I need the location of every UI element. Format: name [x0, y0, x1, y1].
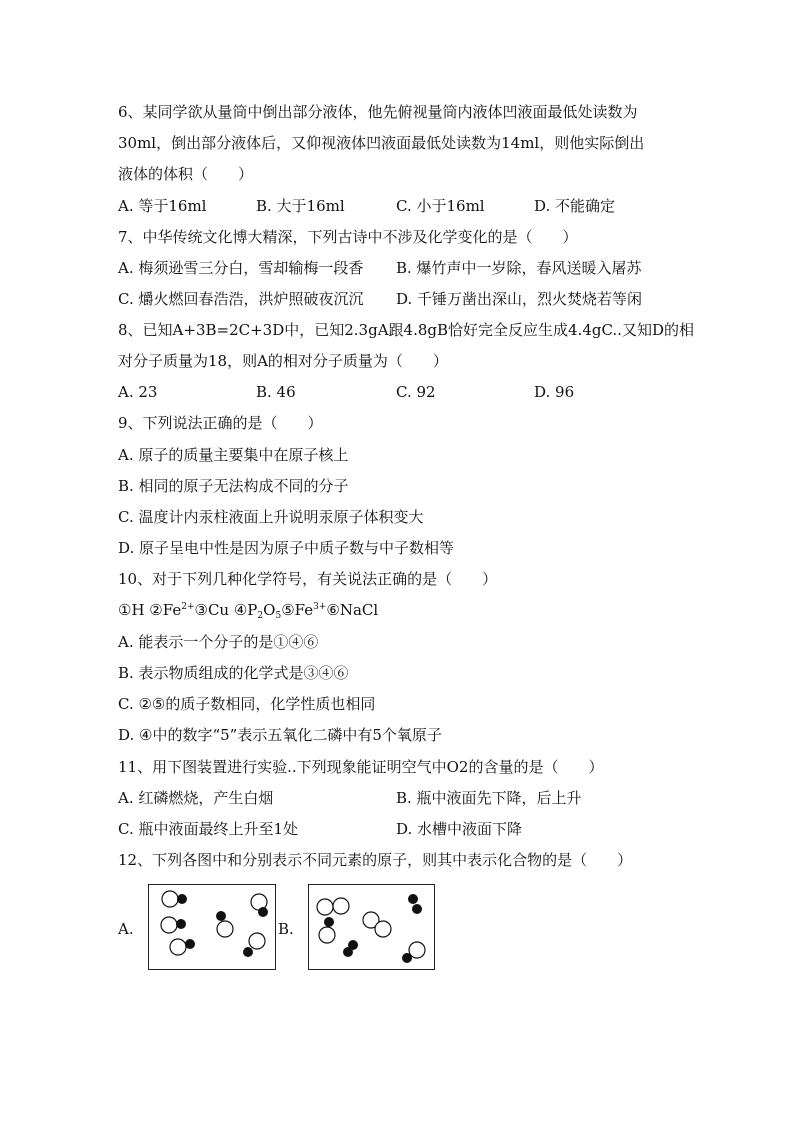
q8-stem-line-2: 对分子质量为18，则A的相对分子质量为（ ） — [118, 352, 448, 370]
q12-label-a: A. — [118, 920, 134, 938]
q10-option-a: A. 能表示一个分子的是①④⑥ — [118, 633, 319, 651]
q10-fe2-charge: 2+ — [181, 602, 195, 612]
q10-symbol-fe3: ⑤Fe — [281, 601, 314, 619]
q12-diagram-b — [308, 884, 435, 970]
q9-option-d: D. 原子呈电中性是因为原子中质子数与中子数相等 — [118, 539, 455, 557]
q7-option-b: B. 爆竹声中一岁除，春风送暖入屠苏 — [396, 259, 642, 277]
black-atom — [324, 917, 334, 927]
q12-diagram-b-atoms — [309, 885, 436, 971]
q9-option-a: A. 原子的质量主要集中在原子核上 — [118, 446, 349, 464]
q9-option-c: C. 温度计内汞柱液面上升说明汞原子体积变大 — [118, 508, 424, 526]
white-atom — [319, 927, 335, 943]
black-atom — [408, 894, 418, 904]
q8-stem-line-1: 8、已知A+3B=2C+3D中，已知2.3gA跟4.8gB恰好完全反应生成4.4gC..又知D的相 — [118, 321, 694, 339]
black-atom — [176, 919, 186, 929]
q6-stem-line-1: 6、某同学欲从量筒中倒出部分液体，他先俯视量筒内液体凹液面最低处读数为 — [118, 103, 638, 121]
q11-option-d: D. 水槽中液面下降 — [396, 820, 523, 838]
q6-option-a: A. 等于16ml — [118, 197, 207, 215]
black-atom — [177, 894, 187, 904]
white-atom — [161, 917, 177, 933]
black-atom — [185, 939, 195, 949]
q11-stem: 11、用下图装置进行实验..下列现象能证明空气中O2的含量的是（ ） — [118, 758, 604, 776]
black-atom — [343, 947, 353, 957]
q10-option-c: C. ②⑤的质子数相同，化学性质也相同 — [118, 695, 376, 713]
q10-fe3-charge: 3+ — [313, 602, 327, 612]
q10-p-subscript: 2 — [257, 611, 264, 621]
q6-option-b: B. 大于16ml — [256, 197, 345, 215]
q8-option-c: C. 92 — [396, 383, 436, 401]
white-atom — [170, 939, 186, 955]
q6-option-d: D. 不能确定 — [534, 197, 616, 215]
black-atom — [258, 907, 268, 917]
black-atom — [412, 904, 422, 914]
white-atom — [409, 942, 425, 958]
white-atom — [249, 933, 265, 949]
q6-stem-line-3: 液体的体积（ ） — [118, 165, 254, 183]
q11-option-b: B. 瓶中液面先下降，后上升 — [396, 789, 582, 807]
white-atom — [217, 921, 233, 937]
q12-diagram-a-atoms — [149, 885, 277, 971]
white-atom — [162, 891, 178, 907]
q8-option-d: D. 96 — [534, 383, 575, 401]
white-atom — [333, 898, 349, 914]
q12-stem: 12、下列各图中和分别表示不同元素的原子，则其中表示化合物的是（ ） — [118, 851, 633, 869]
black-atom — [243, 947, 253, 957]
q9-stem: 9、下列说法正确的是（ ） — [118, 414, 323, 432]
q6-stem-line-2: 30ml，倒出部分液体后，又仰视液体凹液面最低处读数为14ml，则他实际倒出 — [118, 134, 645, 152]
q6-option-c: C. 小于16ml — [396, 197, 485, 215]
q7-option-a: A. 梅须逊雪三分白，雪却输梅一段香 — [118, 259, 364, 277]
q8-option-a: A. 23 — [118, 383, 158, 401]
q12-label-b: B. — [278, 920, 294, 938]
q7-stem: 7、中华传统文化博大精深，下列古诗中不涉及化学变化的是（ ） — [118, 228, 578, 246]
q11-option-a: A. 红磷燃烧，产生白烟 — [118, 789, 274, 807]
q7-option-c: C. 爝火燃回春浩浩，洪炉照破夜沉沉 — [118, 290, 364, 308]
q10-o-subscript: 5 — [275, 611, 282, 621]
q10-symbols — [118, 600, 378, 620]
q10-option-d: D. ④中的数字“5”表示五氧化二磷中有5个氧原子 — [118, 726, 442, 744]
q10-symbol-h-fe2: ①H ②Fe — [118, 601, 182, 619]
q10-symbol-nacl: ⑥NaCl — [326, 601, 379, 619]
q12-diagram-a — [148, 884, 276, 970]
white-atom — [375, 921, 391, 937]
black-atom — [216, 911, 226, 921]
q8-option-b: B. 46 — [256, 383, 296, 401]
black-atom — [402, 953, 412, 963]
white-atom — [317, 899, 333, 915]
q9-option-b: B. 相同的原子无法构成不同的分子 — [118, 477, 349, 495]
q11-option-c: C. 瓶中液面最终上升至1处 — [118, 820, 299, 838]
q7-option-d: D. 千锤万凿出深山，烈火焚烧若等闲 — [396, 290, 643, 308]
q10-symbol-cu-p: ③Cu ④P — [194, 601, 258, 619]
q10-stem: 10、对于下列几种化学符号，有关说法正确的是（ ） — [118, 570, 498, 588]
q10-symbol-o: O — [263, 601, 276, 619]
q10-option-b: B. 表示物质组成的化学式是③④⑥ — [118, 664, 349, 682]
